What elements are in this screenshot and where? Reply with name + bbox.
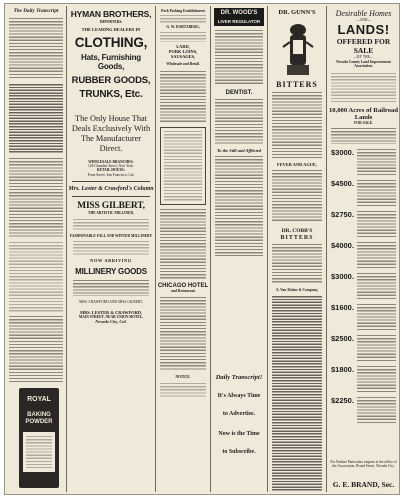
lands-heading: LANDS! bbox=[337, 22, 390, 38]
branch-ny: 128 Chamber Street, New York. bbox=[87, 164, 134, 169]
dr-woods-heading: DR. WOOD'S bbox=[214, 8, 264, 18]
to-advertise-line: to Advertise. bbox=[222, 411, 256, 417]
listing-price: $3000. bbox=[331, 148, 354, 158]
hartzberg-name: G. W. HARTZBERG, bbox=[166, 25, 200, 30]
listing-description bbox=[357, 335, 396, 362]
dr-cobbs-heading: DR. COBB'S bbox=[281, 228, 313, 234]
wholesale-branches-label: WHOLESALE BRANCHES: bbox=[88, 159, 134, 164]
listing-description bbox=[357, 149, 396, 176]
only-house-line: The Manufacturer bbox=[80, 133, 142, 143]
acres-heading: 10,000 Acres of Railroad Lands bbox=[329, 106, 398, 121]
clothing-heading: CLOTHING, bbox=[74, 34, 148, 50]
column-rule bbox=[267, 6, 268, 492]
association-name: Nevada County Land Improvement Association. bbox=[336, 59, 391, 69]
column-4 bbox=[212, 6, 266, 492]
divider bbox=[72, 181, 150, 182]
listing-description bbox=[357, 273, 396, 300]
text-block bbox=[215, 30, 263, 86]
listing-description bbox=[357, 304, 396, 331]
divider bbox=[72, 196, 150, 197]
text-block bbox=[331, 128, 396, 144]
leading-dealers-label: THE LEADING DEALERS IN bbox=[81, 27, 141, 33]
bitters-heading: BITTERS bbox=[276, 80, 318, 89]
text-block bbox=[9, 18, 63, 80]
text-block bbox=[272, 244, 322, 284]
text-block bbox=[73, 241, 149, 255]
lard-label: LARD, bbox=[176, 43, 190, 49]
column-6-lands-ad bbox=[328, 6, 399, 492]
text-block bbox=[9, 242, 63, 312]
chicago-hotel-heading: CHICAGO HOTEL bbox=[157, 282, 209, 289]
still-afflicted-heading: To the Still and Afflicted bbox=[217, 148, 261, 153]
liver-regulator-heading: LIVER REGULATOR bbox=[214, 18, 264, 26]
miss-gilbert-heading: MISS GILBERT, bbox=[77, 201, 145, 212]
officers-list bbox=[331, 73, 396, 103]
text-block bbox=[73, 280, 149, 296]
newspaper-page bbox=[4, 3, 400, 495]
baking-powder-label bbox=[19, 412, 59, 426]
artistic-milliner-label: THE ARTISTIC MILLINER, bbox=[88, 211, 134, 216]
transcript-promo bbox=[214, 374, 264, 455]
baking-label: BAKING bbox=[27, 412, 51, 418]
and-separator: —AND— bbox=[356, 18, 371, 22]
listing-description bbox=[357, 242, 396, 269]
pork-packing-heading: Pork Packing Establishment bbox=[161, 9, 205, 13]
text-block bbox=[9, 158, 63, 238]
property-listing bbox=[331, 364, 396, 395]
bitters-heading-2: BITTERS bbox=[280, 235, 314, 241]
nevada-city-label: Nevada City, Cal. bbox=[95, 319, 127, 325]
lester-crawford-bottom: MRS. LESTER & CRAWFORD, bbox=[79, 309, 143, 315]
listing-price: $2250. bbox=[331, 396, 354, 406]
property-listing bbox=[331, 302, 396, 333]
listing-price: $1800. bbox=[331, 365, 354, 375]
only-house-line: The Only House That bbox=[75, 113, 147, 123]
offered-for-sale-heading: OFFERED FOR SALE bbox=[336, 37, 391, 56]
furnishing-goods-heading: Hats, Furnishing Goods, bbox=[81, 52, 141, 71]
listing-price: $4000. bbox=[331, 241, 354, 251]
always-time-line: It's Always Time bbox=[217, 393, 261, 399]
column-rule bbox=[326, 6, 327, 492]
property-listing bbox=[331, 240, 396, 271]
text-block bbox=[160, 32, 206, 42]
van-alstine-label: A. Van Alstine & Company, bbox=[275, 288, 319, 292]
wholesale-retail-label: Wholesale and Retail. bbox=[166, 62, 200, 67]
text-block bbox=[272, 92, 322, 158]
notice-heading: NOTICE. bbox=[175, 375, 191, 380]
further-particulars-label: For Further Particulars enquire at the office of the Association, Broad Street, Nevada City. bbox=[330, 460, 397, 469]
lester-crawford-column-heading: Mrs. Lester & Crawford's Column bbox=[68, 186, 154, 193]
listing-price: $2750. bbox=[331, 210, 354, 220]
trunks-heading: TRUNKS, Etc. bbox=[79, 88, 143, 100]
text-block bbox=[272, 170, 322, 222]
listing-description bbox=[357, 397, 396, 424]
column-rule bbox=[66, 6, 67, 492]
crawford-gilbert-label: MRS. CRAWFORD AND MISS GILBERT, bbox=[79, 300, 143, 305]
only-house-line: Deals Exclusively With bbox=[71, 123, 151, 133]
column-3 bbox=[157, 6, 209, 492]
column-2-hyman-brothers-ad bbox=[68, 6, 154, 492]
main-street-address: MAIN STREET, NEAR UNION HOTEL, bbox=[78, 314, 144, 319]
text-block bbox=[9, 84, 63, 154]
fever-ague-label: FEVER AND AGUE, bbox=[277, 162, 317, 167]
property-listings bbox=[328, 147, 399, 426]
royal-label: ROYAL bbox=[27, 396, 51, 403]
text-block bbox=[164, 131, 202, 201]
daily-transcript-heading: Daily Transcript! bbox=[215, 374, 263, 381]
only-house-block bbox=[68, 114, 154, 154]
text-block bbox=[160, 71, 206, 123]
desirable-homes-heading: Desirable Homes bbox=[335, 9, 392, 18]
property-listing bbox=[331, 209, 396, 240]
column-rule bbox=[210, 6, 211, 492]
secretary-signature: G. E. BRAND, Sec. bbox=[332, 480, 395, 489]
to-subscribe-line: to Subscribe. bbox=[222, 449, 256, 455]
listing-description bbox=[357, 180, 396, 207]
bordered-ad-box bbox=[160, 127, 206, 205]
dr-gunns-heading: DR. GUNN'S bbox=[278, 9, 316, 16]
text-block bbox=[272, 296, 322, 492]
text-block bbox=[9, 316, 63, 382]
property-listing bbox=[331, 147, 396, 178]
powder-label: POWDER bbox=[25, 419, 53, 425]
fashionable-millinery-label: FASHIONABLE FALL AND WINTER MILLINERY bbox=[69, 233, 153, 238]
royal-baking-powder-ad bbox=[19, 388, 59, 488]
only-house-line: Direct. bbox=[99, 143, 123, 153]
for-sale-label: FOR SALE. bbox=[354, 120, 373, 125]
text-block bbox=[160, 209, 206, 279]
millinery-goods-heading: MILLINERY GOODS bbox=[75, 267, 147, 277]
dentist-heading: DENTIST. bbox=[225, 90, 253, 96]
now-is-the-time-line: Now is the Time bbox=[218, 431, 260, 437]
listing-description bbox=[357, 211, 396, 238]
listing-price: $4500. bbox=[331, 179, 354, 189]
hyman-brothers-heading: HYMAN BROTHERS, bbox=[70, 9, 152, 19]
by-the-label: —BY THE— bbox=[353, 55, 374, 60]
property-listing bbox=[331, 178, 396, 209]
now-arriving-label: NOW ARRIVING bbox=[90, 258, 132, 264]
text-block bbox=[160, 383, 206, 397]
column-5 bbox=[269, 6, 325, 492]
column-1 bbox=[7, 6, 65, 492]
listing-price: $2500. bbox=[331, 334, 354, 344]
text-block bbox=[73, 219, 149, 231]
listing-price: $3000. bbox=[331, 272, 354, 282]
listing-price: $1600. bbox=[331, 303, 354, 313]
bottle-figure-illustration bbox=[279, 22, 317, 78]
text-block bbox=[160, 15, 206, 23]
text-block bbox=[215, 99, 263, 145]
can-text bbox=[26, 436, 52, 468]
importers-label: IMPORTERS. bbox=[99, 20, 123, 24]
and-restaurant-label: and Restaurant bbox=[171, 288, 195, 293]
column-rule bbox=[155, 6, 156, 492]
sausages-label: SAUSAGES, bbox=[170, 54, 196, 60]
property-listing bbox=[331, 333, 396, 364]
pork-loins-label: PORK LOINS, bbox=[168, 49, 198, 55]
listing-description bbox=[357, 366, 396, 393]
text-block bbox=[160, 297, 206, 371]
property-listing bbox=[331, 395, 396, 426]
text-block bbox=[215, 156, 263, 256]
masthead-daily-transcript: The Daily Transcript bbox=[13, 8, 59, 14]
branch-sf: Front Street, San Francisco, Cal. bbox=[87, 172, 135, 177]
retail-house-label: RETAIL HOUSE: bbox=[97, 168, 125, 173]
rubber-goods-heading: RUBBER GOODS, bbox=[71, 74, 151, 86]
can-band bbox=[23, 432, 55, 472]
property-listing bbox=[331, 271, 396, 302]
